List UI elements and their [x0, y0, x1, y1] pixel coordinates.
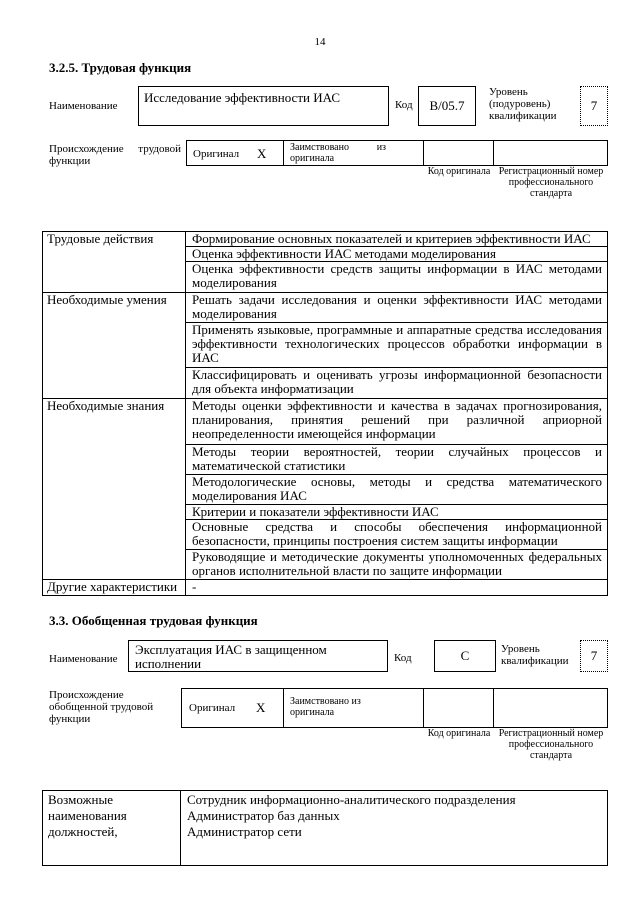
- name-label: Наименование: [49, 653, 118, 665]
- original-label: Оригинал: [189, 702, 236, 714]
- header-skills: Необходимые умения: [47, 292, 167, 307]
- level-value: 7: [590, 98, 598, 113]
- header-positions: Возможные наименования должностей,: [48, 792, 127, 839]
- code-label: Код: [394, 652, 412, 664]
- origin-label: Происхождение трудовой функции: [49, 143, 181, 167]
- function-name: Исследование эффективности ИАС: [144, 90, 341, 105]
- knowledge-row: Методологические основы, методы и средства математического моделирования ИАС: [192, 474, 602, 503]
- original-label: Оригинал: [193, 148, 240, 160]
- level-value: 7: [590, 648, 598, 663]
- reg-number-caption: Регистрационный номер профессионального стандарта: [498, 728, 604, 761]
- header-knowledge: Необходимые знания: [47, 398, 165, 413]
- level-label: Уровень (подуровень) квалификации: [489, 86, 557, 122]
- knowledge-row: Методы оценки эффективности и качества в задачах прогнозирования, планирования, принятия решений при различной априорной неопределенности имеющейся информации: [192, 398, 602, 441]
- reg-number-caption: Регистрационный номер профессионального стандарта: [498, 166, 604, 199]
- knowledge-row: Основные средства и способы обеспечения информационной безопасности, принципы построения систем защиты информации: [192, 519, 602, 548]
- original-mark: X: [257, 146, 267, 161]
- code-value: C: [460, 648, 470, 663]
- code-original-caption: Код оригинала: [427, 728, 491, 739]
- position-row: Администратор сети: [187, 824, 302, 839]
- name-box: [138, 86, 389, 126]
- work-functions-table: [42, 231, 608, 596]
- section-heading: 3.2.5. Трудовая функция: [49, 60, 192, 75]
- knowledge-row: Руководящие и методические документы уполномоченных федеральных органов исполнительной власти по защите информации: [192, 549, 602, 578]
- level-box: [580, 640, 608, 672]
- name-box: [128, 640, 388, 672]
- labor-action-row: Формирование основных показателей и критериев эффективности ИАС: [192, 231, 591, 246]
- knowledge-row: Методы теории вероятностей, теории случайных процессов и математической статистики: [192, 444, 602, 473]
- skill-row: Применять языковые, программные и аппаратные средства исследования эффективности технологических процессов обработки информации в ИАС: [192, 322, 602, 365]
- page-number: 14: [314, 36, 326, 48]
- origin-label: Происхождение обобщенной трудовой функции: [49, 689, 154, 725]
- level-label: Уровень квалификации: [501, 643, 569, 667]
- labor-action-row: Оценка эффективности средств защиты информации в ИАС методами моделирования: [192, 261, 602, 290]
- origin-table: [186, 140, 608, 166]
- header-labor-actions: Трудовые действия: [47, 231, 154, 246]
- position-row: Сотрудник информационно-аналитического подразделения: [187, 792, 516, 807]
- level-box: [580, 86, 608, 126]
- borrowed-label: Заимствовано из оригинала: [290, 142, 386, 164]
- header-other: Другие характеристики: [47, 579, 178, 594]
- position-row: Администратор баз данных: [187, 808, 340, 823]
- code-value: B/05.7: [429, 98, 465, 113]
- code-original-caption: Код оригинала: [427, 166, 491, 177]
- origin-table: [181, 688, 608, 728]
- code-label: Код: [395, 99, 413, 111]
- code-box: [434, 640, 496, 672]
- skill-row: Классифицировать и оценивать угрозы информационной безопасности для объекта информатизации: [192, 367, 602, 396]
- positions-table: [42, 790, 608, 866]
- function-name: Эксплуатация ИАС в защищенном исполнении: [135, 642, 327, 671]
- knowledge-row: Критерии и показатели эффективности ИАС: [192, 504, 439, 519]
- labor-action-row: Оценка эффективности ИАС методами моделирования: [192, 246, 496, 261]
- borrowed-label: Заимствовано из оригинала: [290, 696, 361, 718]
- skill-row: Решать задачи исследования и оценки эффективности ИАС методами моделирования: [192, 292, 602, 321]
- original-mark: X: [256, 700, 266, 715]
- code-box: [418, 86, 476, 126]
- section-heading: 3.3. Обобщенная трудовая функция: [49, 613, 258, 628]
- name-label: Наименование: [49, 100, 118, 112]
- other-row: -: [192, 579, 197, 594]
